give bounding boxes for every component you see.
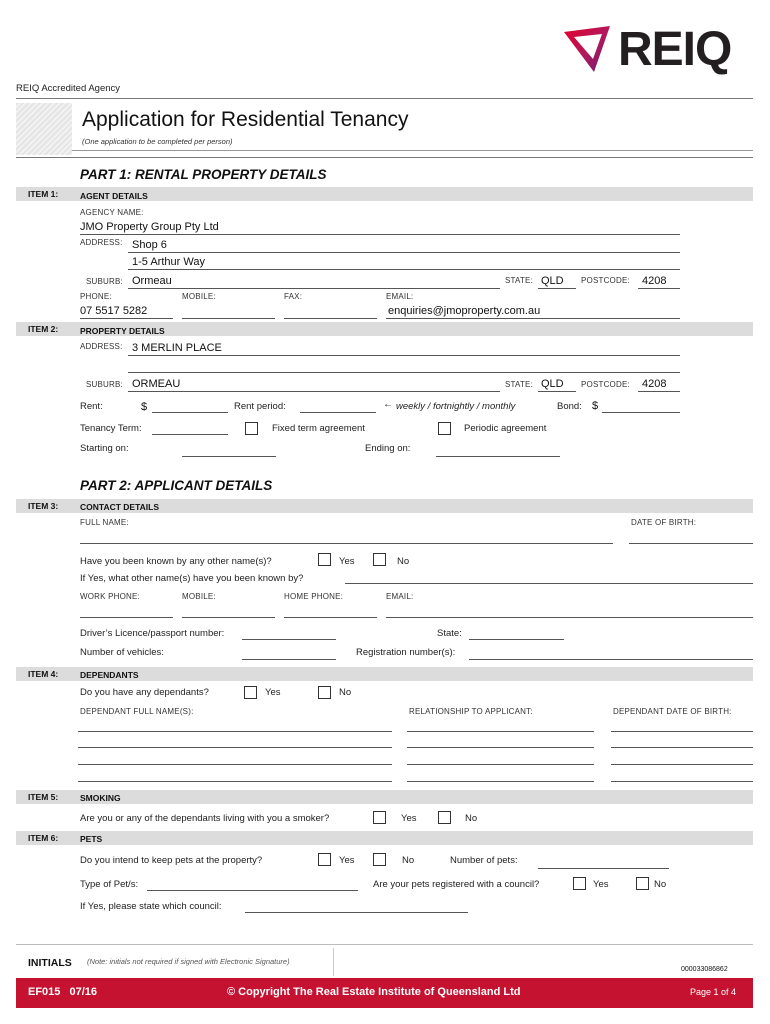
licence-label: Driver’s Licence/passport number: [80,628,225,639]
full-name-label: FULL NAME: [80,518,129,527]
agency-name-field[interactable]: JMO Property Group Pty Ltd [80,221,219,233]
pets-registered-yes-checkbox[interactable] [573,877,586,890]
rent-period-options: weekly / fortnightly / monthly [396,401,516,412]
property-address-field[interactable]: 3 MERLIN PLACE [132,342,222,354]
form-code: EF015 07/16 [28,986,97,998]
pets-yes-checkbox[interactable] [318,853,331,866]
vehicles-field[interactable] [242,659,336,660]
home-phone-label: HOME PHONE: [284,592,344,601]
document-number: 000033086862 [681,966,728,973]
agent-address-label: ADDRESS: [80,238,123,247]
part1-title: PART 1: RENTAL PROPERTY DETAILS [80,167,327,182]
known-other-no-label: No [397,556,410,567]
initials-note: (Note: initials not required if signed with Electronic Signature) [87,957,290,966]
agent-address-line2[interactable]: 1-5 Arthur Way [132,256,205,268]
item3-heading: CONTACT DETAILS [80,502,160,512]
council-field[interactable] [245,912,468,913]
dependants-yes-label: Yes [265,687,281,698]
rent-field[interactable] [152,412,228,413]
agent-suburb-label: SUBURB: [86,277,123,286]
item5-heading: SMOKING [80,793,121,803]
item6-heading: PETS [80,834,103,844]
item4-heading: DEPENDANTS [80,670,139,680]
rent-label: Rent: [80,401,103,412]
dob-field[interactable] [629,543,753,544]
smoking-no-checkbox[interactable] [438,811,451,824]
property-address-label: ADDRESS: [80,342,123,351]
bond-field[interactable] [602,412,680,413]
item4-label: ITEM 4: [28,669,59,679]
pets-question: Do you intend to keep pets at the property? [80,855,263,866]
dependant-dob-col-header: DEPENDANT DATE OF BIRTH: [613,707,732,716]
licence-field[interactable] [242,639,336,640]
smoking-yes-label: Yes [401,813,417,824]
property-postcode-label: POSTCODE: [581,380,630,389]
agent-email-field[interactable]: enquiries@jmoproperty.com.au [388,305,541,317]
dependant-name-col-header: DEPENDANT FULL NAME(S): [80,707,194,716]
bond-label: Bond: [557,401,582,412]
rent-dollar-sign: $ [141,401,148,413]
property-suburb-field[interactable]: ORMEAU [132,378,181,390]
arrow-left-icon: ← [383,399,393,410]
item1-label: ITEM 1: [28,189,59,199]
property-suburb-label: SUBURB: [86,380,123,389]
agent-mobile-label: MOBILE: [182,292,216,301]
known-other-yes-checkbox[interactable] [318,553,331,566]
agent-address-line1[interactable]: Shop 6 [132,239,167,251]
accredited-agency-label: REIQ Accredited Agency [16,83,121,94]
item3-label: ITEM 3: [28,501,59,511]
pets-no-label: No [402,855,415,866]
known-other-no-checkbox[interactable] [373,553,386,566]
licence-state-field[interactable] [469,639,564,640]
page-subtitle: (One application to be completed per person) [82,137,233,146]
starting-on-label: Starting on: [80,443,129,454]
item2-heading: PROPERTY DETAILS [80,326,165,336]
agent-postcode-label: POSTCODE: [581,276,630,285]
periodic-checkbox[interactable] [438,422,451,435]
starting-on-field[interactable] [182,456,276,457]
item5-label: ITEM 5: [28,792,59,802]
page-title: Application for Residential Tenancy [82,108,409,131]
full-name-field[interactable] [80,543,613,544]
agent-postcode-field[interactable]: 4208 [642,275,667,287]
pets-no-checkbox[interactable] [373,853,386,866]
pets-registered-no-checkbox[interactable] [636,877,649,890]
brand-name: REIQ [618,23,732,76]
property-state-label: STATE: [505,380,534,389]
pet-type-label: Type of Pet/s: [80,879,139,890]
reiq-logo [560,22,760,78]
other-names-question: If Yes, what other name(s) have you been known by? [80,573,304,584]
council-label: If Yes, please state which council: [80,901,222,912]
dependants-no-checkbox[interactable] [318,686,331,699]
tenancy-term-label: Tenancy Term: [80,423,142,434]
tenancy-term-field[interactable] [152,434,228,435]
copyright-text: © Copyright The Real Estate Institute of Queensland Ltd [227,986,521,998]
smoking-question: Are you or any of the dependants living with you a smoker? [80,813,330,824]
other-names-field[interactable] [345,583,753,584]
known-other-yes-label: Yes [339,556,355,567]
fixed-term-label: Fixed term agreement [272,423,365,434]
rent-period-field[interactable] [300,412,376,413]
pets-registered-no-label: No [654,879,667,890]
agent-phone-label: PHONE: [80,292,112,301]
registration-label: Registration number(s): [356,647,456,658]
dob-label: DATE OF BIRTH: [631,518,697,527]
item6-label: ITEM 6: [28,833,59,843]
num-pets-field[interactable] [538,868,669,869]
initials-label: INITIALS [28,957,72,969]
agent-phone-field[interactable]: 07 5517 5282 [80,305,148,317]
title-side-band [16,103,72,155]
property-state-field[interactable]: QLD [541,378,564,390]
applicant-email-label: EMAIL: [386,592,414,601]
agent-state-label: STATE: [505,276,534,285]
pet-type-field[interactable] [147,890,358,891]
smoking-no-label: No [465,813,478,824]
work-phone-label: WORK PHONE: [80,592,140,601]
licence-state-label: State: [437,628,462,639]
agent-suburb-field[interactable]: Ormeau [132,275,172,287]
agent-mobile-field[interactable] [182,318,275,319]
registration-field[interactable] [469,659,753,660]
agent-state-field[interactable]: QLD [541,275,564,287]
dependants-no-label: No [339,687,352,698]
known-other-question: Have you been known by any other name(s)? [80,556,272,567]
rent-period-label: Rent period: [234,401,286,412]
applicant-mobile-field[interactable] [182,617,275,618]
pets-registered-yes-label: Yes [593,879,609,890]
fixed-term-checkbox[interactable] [245,422,258,435]
dependants-question: Do you have any dependants? [80,687,209,698]
applicant-email-field[interactable] [386,617,753,618]
periodic-label: Periodic agreement [464,423,547,434]
relationship-col-header: RELATIONSHIP TO APPLICANT: [409,707,533,716]
agent-fax-label: FAX: [284,292,303,301]
smoking-yes-checkbox[interactable] [373,811,386,824]
agent-email-label: EMAIL: [386,292,414,301]
item1-heading: AGENT DETAILS [80,191,148,201]
pets-yes-label: Yes [339,855,355,866]
ending-on-label: Ending on: [365,443,411,454]
agency-name-label: AGENCY NAME: [80,208,144,217]
dependants-yes-checkbox[interactable] [244,686,257,699]
item2-label: ITEM 2: [28,324,59,334]
num-pets-label: Number of pets: [450,855,518,866]
pets-registered-question: Are your pets registered with a council? [373,879,540,890]
part2-title: PART 2: APPLICANT DETAILS [80,478,273,493]
vehicles-label: Number of vehicles: [80,647,164,658]
agent-fax-field[interactable] [284,318,377,319]
bond-dollar-sign: $ [592,400,599,412]
home-phone-field[interactable] [284,617,377,618]
applicant-mobile-label: MOBILE: [182,592,216,601]
property-postcode-field[interactable]: 4208 [642,378,667,390]
page-number: Page 1 of 4 [690,987,737,997]
work-phone-field[interactable] [80,617,173,618]
ending-on-field[interactable] [436,456,560,457]
